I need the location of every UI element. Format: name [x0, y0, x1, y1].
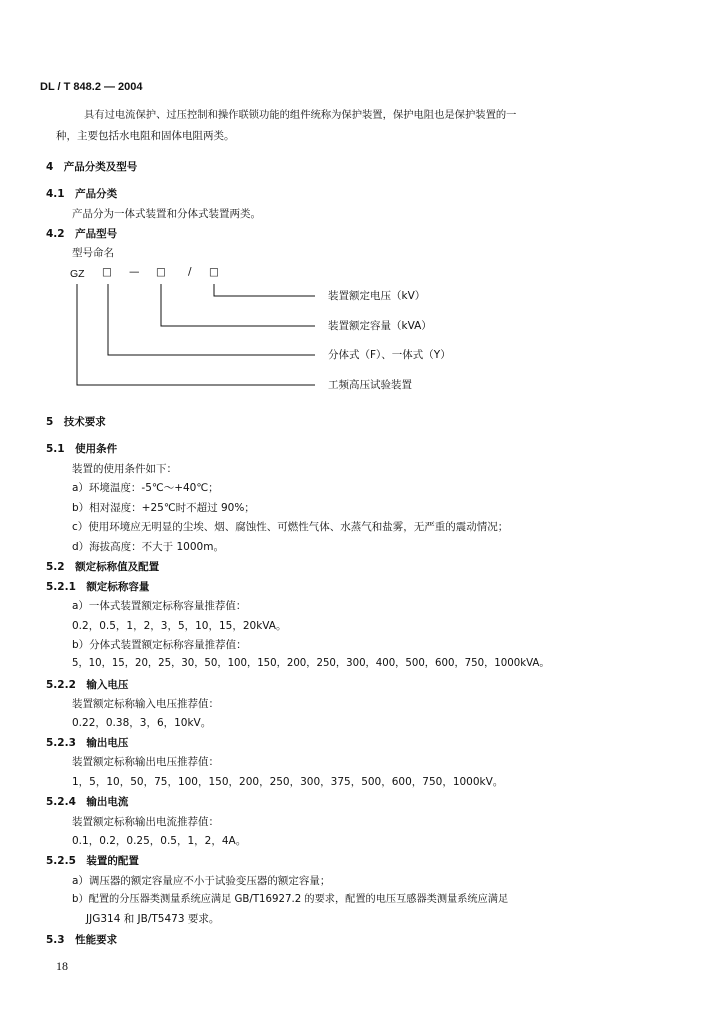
- section-5-2-5-title: 5.2.5 装置的配置: [46, 855, 139, 867]
- section-5-2-3-values: 1，5，10，50，75，100，150，200，250，300，375，500，600，750，1000kV。: [72, 776, 504, 788]
- model-slash: /: [188, 266, 192, 278]
- label-rated-voltage: 装置额定电压（kV）: [328, 290, 426, 302]
- section-5-2-3-title: 5.2.3 输出电压: [46, 737, 129, 749]
- section-4-1-title: 4.1 产品分类: [46, 188, 118, 200]
- page-number: 18: [56, 959, 68, 973]
- section-5-2-4-text: 装置额定标称输出电流推荐值：: [72, 816, 219, 828]
- section-5-2-1-a-values: 0.2，0.5，1，2，3，5，10，15，20kVA。: [72, 620, 287, 632]
- section-5-1-b: b）相对湿度：+25℃时不超过 90%；: [72, 502, 255, 514]
- section-5-2-2-values: 0.22，0.38，3，6，10kV。: [72, 717, 212, 729]
- label-rated-capacity: 装置额定容量（kVA）: [328, 320, 432, 332]
- leader-type: [108, 284, 315, 355]
- label-device-name: 工频高压试验装置: [328, 379, 412, 391]
- intro-line-2: 种，主要包括水电阻和固体电阻两类。: [56, 130, 235, 142]
- section-5-title: 5 技术要求: [46, 416, 106, 428]
- section-5-2-1-title: 5.2.1 额定标称容量: [46, 581, 150, 593]
- section-5-1-title: 5.1 使用条件: [46, 443, 118, 455]
- section-5-1-intro: 装置的使用条件如下：: [72, 463, 177, 475]
- model-dash: —: [129, 266, 140, 278]
- section-5-2-2-title: 5.2.2 输入电压: [46, 679, 129, 691]
- section-5-2-1-b: b）分体式装置额定标称容量推荐值：: [72, 639, 247, 651]
- section-5-1-c: c）使用环境应无明显的尘埃、烟、腐蚀性、可燃性气体、水蒸气和盐雾，无严重的震动情况；: [72, 521, 509, 533]
- section-4-2-title: 4.2 产品型号: [46, 228, 118, 240]
- leader-capacity: [161, 284, 315, 326]
- model-box-voltage: □: [209, 266, 219, 278]
- section-5-2-4-values: 0.1，0.2，0.25，0.5，1，2，4A。: [72, 835, 247, 847]
- section-5-2-5-a: a）调压器的额定容量应不小于试验变压器的额定容量；: [72, 875, 331, 887]
- intro-line-1: 具有过电流保护、过压控制和操作联锁功能的组件统称为保护装置，保护电阻也是保护装置的一: [84, 109, 517, 121]
- section-5-2-3-text: 装置额定标称输出电压推荐值：: [72, 756, 219, 768]
- section-5-1-d: d）海拔高度：不大于 1000m。: [72, 541, 224, 553]
- section-5-2-2-text: 装置额定标称输入电压推荐值：: [72, 698, 219, 710]
- section-5-2-4-title: 5.2.4 输出电流: [46, 796, 129, 808]
- section-5-2-title: 5.2 额定标称值及配置: [46, 561, 160, 573]
- model-prefix: GZ: [70, 268, 85, 280]
- section-5-2-1-a: a）一体式装置额定标称容量推荐值：: [72, 600, 247, 612]
- section-5-2-5-b-line-2: JJG314 和 JB/T5473 要求。: [86, 913, 220, 925]
- section-4-2-subtitle: 型号命名: [72, 247, 114, 259]
- section-5-2-1-b-values: 5，10，15，20，25，30，50，100，150，200，250，300，400，500，600，750，1000kVA。: [72, 658, 550, 669]
- leader-voltage: [214, 284, 315, 296]
- model-box-capacity: □: [156, 266, 166, 278]
- model-box-type: □: [102, 266, 112, 278]
- section-5-1-a: a）环境温度：-5℃～+40℃；: [72, 482, 219, 494]
- section-5-3-title: 5.3 性能要求: [46, 934, 118, 946]
- standard-code-header: DL / T 848.2 — 2004: [40, 81, 143, 93]
- section-5-2-5-b-line-1: b）配置的分压器类测量系统应满足 GB/T16927.2 的要求，配置的电压互感器类测量系统应满足: [72, 894, 509, 905]
- label-type: 分体式（F）、一体式（Y）: [328, 349, 451, 361]
- leader-name: [77, 284, 315, 385]
- section-4-title: 4 产品分类及型号: [46, 161, 138, 173]
- section-4-1-text: 产品分为一体式装置和分体式装置两类。: [72, 208, 261, 220]
